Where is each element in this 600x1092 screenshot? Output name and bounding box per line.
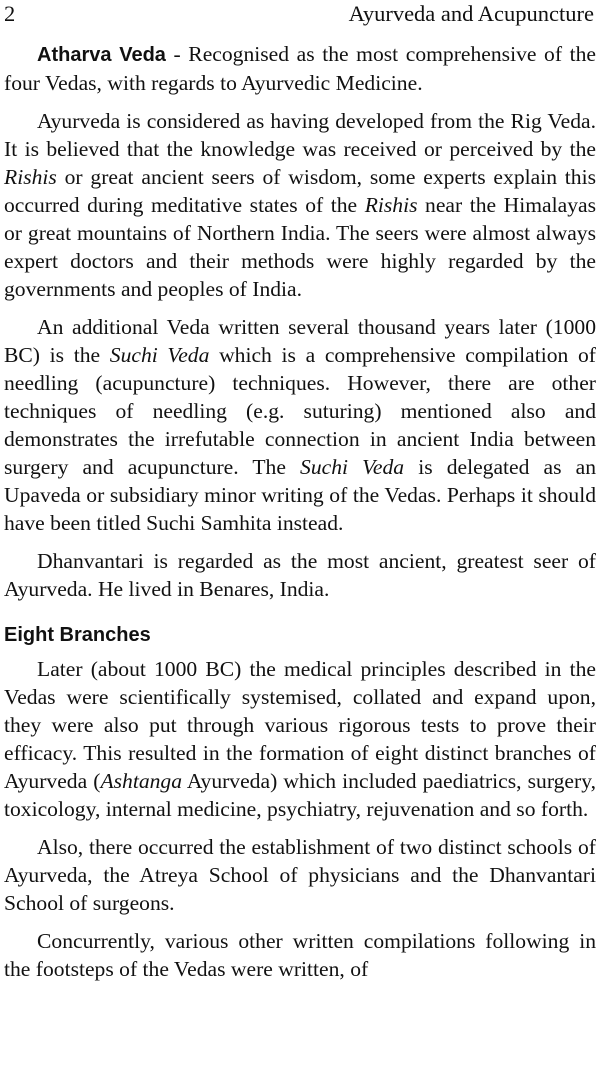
book-page [4, 0, 596, 993]
paragraph-text: Dhanvantari is regarded as the most ancient, greatest seer of Ayurveda. He lived in Benares, India. [4, 549, 596, 601]
paragraph-text: Ayurveda is considered as having developed from the Rig Veda. It is believed that the knowledge was received or perceived by the [4, 109, 596, 161]
paragraph-text: Later (about 1000 BC) the medical principles described in the Vedas were scientifically systemised, collated and expand upon, they were also put through various rigorous tests to prove their efficacy. This resulted in the formation of eight distinct branches of Ayurveda ( [4, 657, 596, 793]
paragraph-atharva-veda [4, 40, 596, 97]
paragraph-rig-veda [4, 107, 596, 303]
paragraph-concurrently [4, 927, 596, 983]
paragraph-dhanvantari [4, 547, 596, 603]
paragraph-text: Ayurveda) which included paediatrics, surgery, toxicology, internal medicine, psychiatry, rejuvenation and so forth. [4, 769, 596, 821]
section-heading: Eight Branches [4, 624, 151, 646]
paragraph-suchi-veda [4, 313, 596, 537]
italic-term: Suchi Veda [109, 343, 210, 367]
italic-term: Suchi Veda [300, 455, 405, 479]
running-head [4, 0, 596, 28]
run-in-term: Atharva Veda [37, 44, 166, 66]
page-number: 2 [4, 1, 16, 26]
paragraph-text: Also, there occurred the establishment of two distinct schools of Ayurveda, the Atreya School of physicians and the Dhanvantari School of surgeons. [4, 835, 596, 915]
paragraph-schools [4, 833, 596, 917]
book-title: Ayurveda and Acupuncture [348, 1, 594, 26]
paragraph-text: - Recognised as the most comprehensive of the four Vedas, with regards to Ayurvedic Medicine. [4, 42, 596, 95]
italic-term: Ashtanga [100, 769, 183, 793]
paragraph-text: Concurrently, various other written compilations following in the footsteps of the Vedas were written, of [4, 929, 596, 981]
italic-term: Rishis [4, 165, 57, 189]
paragraph-eight-branches [4, 655, 596, 823]
body-text [4, 40, 596, 983]
italic-term: Rishis [364, 193, 418, 217]
paragraph-text: or great ancient seers of wisdom, some experts explain this occurred during meditative states of the [4, 165, 596, 217]
paragraph-text: is delegated as an Upaveda or subsidiary minor writing of the Vedas. Perhaps it should have been titled Suchi Samhita instead. [4, 455, 597, 535]
paragraph-text: which is a comprehensive compilation of needling (acupuncture) techniques. However, there are other techniques of needling (e.g. suturing) mentioned also and demonstrates the irrefutable connection in ancient India between surgery and acupuncture. The [4, 343, 596, 479]
paragraph-text: An additional Veda written several thousand years later (1000 BC) is the [4, 315, 596, 367]
paragraph-text: near the Himalayas or great mountains of Northern India. The seers were almost always expert doctors and their methods were highly regarded by the governments and peoples of India. [4, 193, 597, 301]
